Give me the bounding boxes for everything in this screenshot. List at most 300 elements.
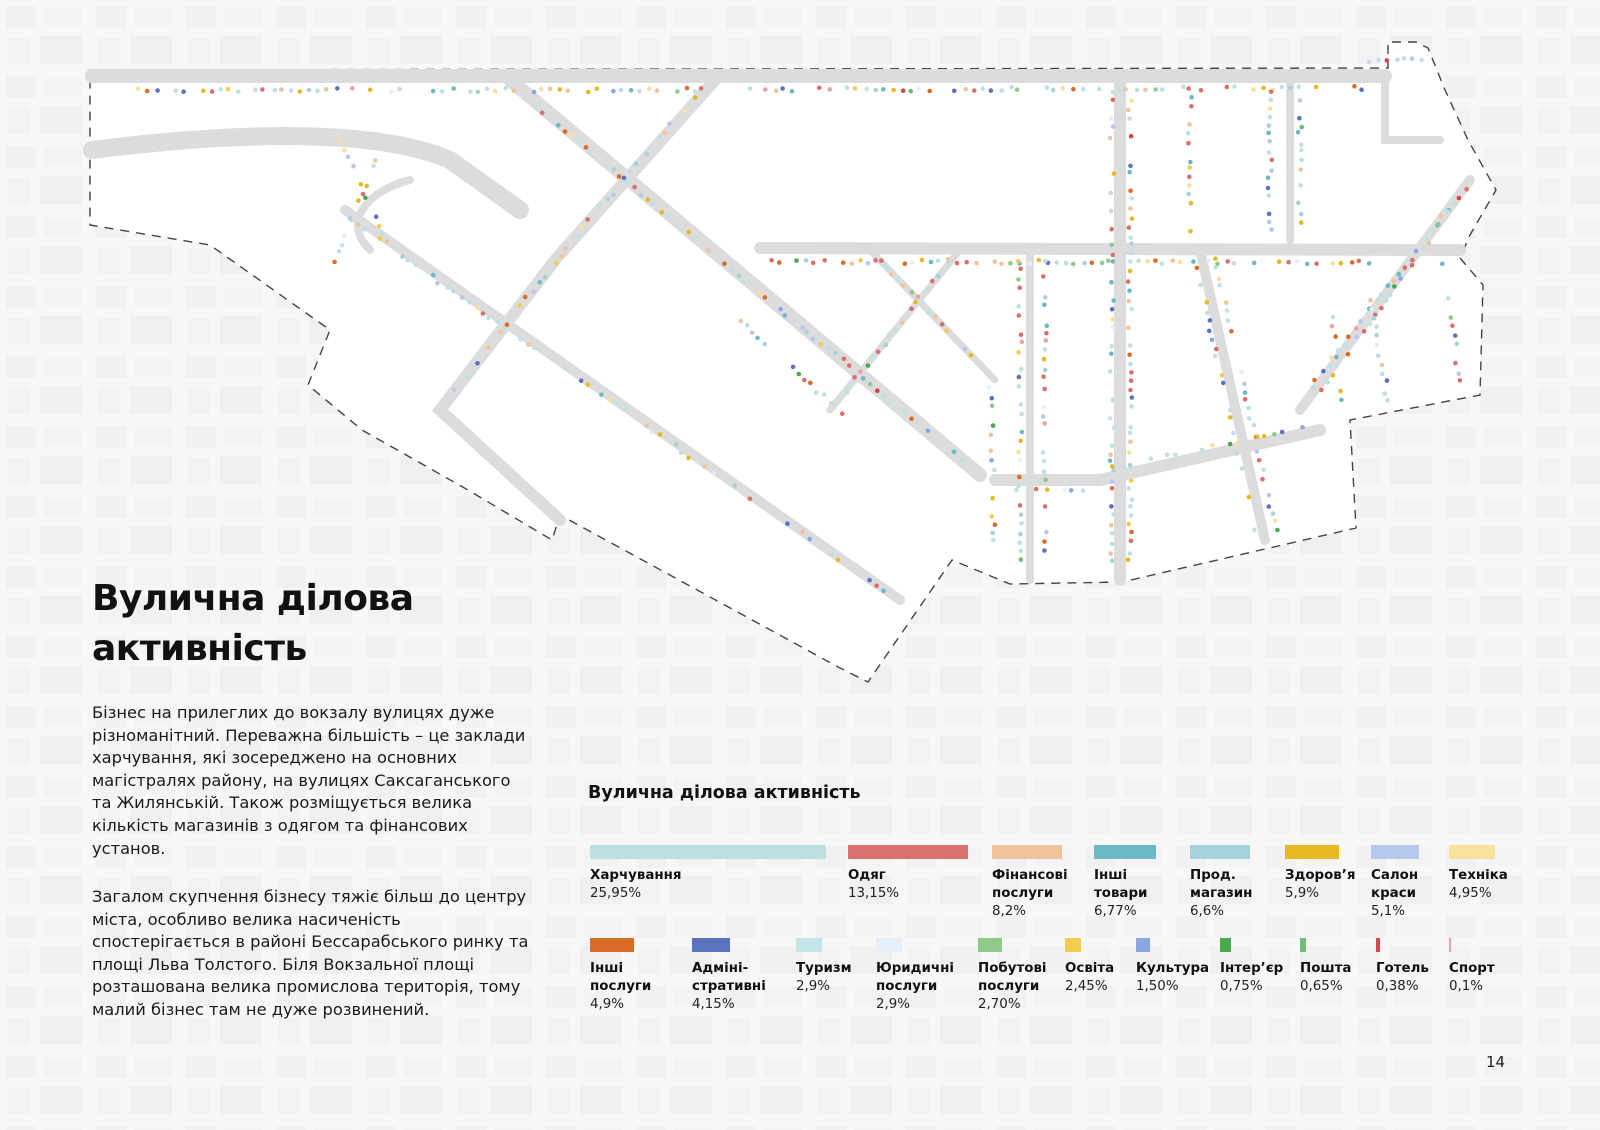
legend-label: Інші товари bbox=[1094, 868, 1148, 901]
business-point bbox=[993, 523, 998, 528]
business-point bbox=[611, 192, 616, 197]
business-point bbox=[990, 396, 995, 401]
business-point bbox=[1299, 158, 1304, 163]
business-point bbox=[486, 316, 491, 321]
business-point bbox=[1043, 504, 1048, 509]
business-point bbox=[1126, 108, 1131, 113]
business-point bbox=[1229, 329, 1234, 334]
business-point bbox=[921, 301, 926, 306]
business-point bbox=[1071, 262, 1076, 267]
business-point bbox=[1130, 498, 1135, 503]
business-point bbox=[1128, 343, 1133, 348]
business-point bbox=[1019, 512, 1024, 517]
business-point bbox=[1109, 280, 1114, 285]
legend-item-administrative bbox=[692, 938, 784, 1014]
business-point bbox=[1127, 116, 1132, 121]
business-point bbox=[1128, 188, 1133, 193]
business-point bbox=[1439, 214, 1444, 219]
business-point bbox=[1130, 395, 1135, 400]
business-point bbox=[845, 390, 850, 395]
business-point bbox=[543, 275, 548, 280]
business-point bbox=[887, 333, 892, 338]
business-point bbox=[1215, 262, 1220, 267]
business-point bbox=[374, 214, 379, 219]
legend-label: Пошта bbox=[1300, 961, 1352, 976]
business-point bbox=[1199, 88, 1204, 93]
business-point bbox=[887, 400, 892, 405]
business-point bbox=[1376, 298, 1381, 303]
business-point bbox=[1243, 390, 1248, 395]
business-point bbox=[1392, 279, 1397, 284]
business-point bbox=[1208, 318, 1213, 323]
business-point bbox=[1135, 88, 1140, 93]
business-point bbox=[1187, 122, 1192, 127]
business-point bbox=[365, 184, 370, 189]
business-point bbox=[1112, 171, 1117, 176]
legend-label: Побутові послуги bbox=[978, 961, 1047, 994]
business-point bbox=[1042, 387, 1047, 392]
business-point bbox=[1379, 292, 1384, 297]
business-point bbox=[1108, 369, 1113, 374]
business-point bbox=[337, 138, 342, 143]
legend-swatch bbox=[796, 938, 822, 952]
business-point bbox=[1379, 306, 1384, 311]
business-point bbox=[1410, 263, 1415, 268]
business-point bbox=[1414, 249, 1419, 254]
business-point bbox=[1299, 148, 1304, 153]
business-point bbox=[563, 129, 568, 134]
business-point bbox=[1128, 431, 1133, 436]
business-point bbox=[963, 87, 968, 92]
business-point bbox=[685, 86, 690, 91]
business-point bbox=[842, 357, 847, 362]
legend-value: 2,45% bbox=[1065, 979, 1108, 994]
business-point bbox=[1130, 196, 1135, 201]
business-point bbox=[1178, 260, 1183, 265]
business-point bbox=[485, 87, 490, 92]
business-point bbox=[1298, 167, 1303, 172]
business-point bbox=[916, 86, 921, 91]
business-point bbox=[711, 471, 716, 476]
business-point bbox=[702, 464, 707, 469]
business-point bbox=[378, 236, 383, 241]
business-point bbox=[1296, 201, 1301, 206]
business-point bbox=[885, 266, 890, 271]
business-point bbox=[991, 423, 996, 428]
business-point bbox=[554, 261, 559, 266]
business-point bbox=[397, 87, 402, 92]
business-point bbox=[686, 456, 691, 461]
business-point bbox=[1015, 87, 1020, 92]
business-point bbox=[584, 145, 589, 150]
business-point bbox=[891, 88, 896, 93]
business-point bbox=[645, 152, 650, 157]
business-point bbox=[1440, 262, 1445, 267]
business-point bbox=[1296, 130, 1301, 135]
business-point bbox=[1402, 56, 1407, 61]
business-point bbox=[504, 86, 509, 91]
business-point bbox=[577, 138, 582, 143]
business-point bbox=[1395, 58, 1400, 63]
business-point bbox=[881, 87, 886, 92]
business-point bbox=[1385, 398, 1390, 403]
business-point bbox=[1352, 84, 1357, 89]
business-point bbox=[778, 307, 783, 312]
business-point bbox=[889, 272, 894, 277]
business-point bbox=[866, 261, 871, 266]
business-point bbox=[1060, 86, 1065, 91]
business-point bbox=[936, 274, 941, 279]
business-point bbox=[1240, 466, 1245, 471]
business-point bbox=[1110, 307, 1115, 312]
business-point bbox=[750, 330, 755, 335]
business-point bbox=[1217, 277, 1222, 282]
business-point bbox=[1453, 333, 1458, 338]
business-point bbox=[858, 258, 863, 263]
business-point bbox=[502, 326, 507, 331]
business-point bbox=[861, 376, 866, 381]
legend-value: 25,95% bbox=[590, 886, 642, 901]
business-point bbox=[1198, 283, 1203, 288]
business-point bbox=[1453, 201, 1458, 206]
business-point bbox=[1018, 439, 1023, 444]
business-point bbox=[1314, 85, 1319, 90]
business-point bbox=[783, 313, 788, 318]
legend-swatch bbox=[590, 938, 634, 952]
business-point bbox=[1122, 466, 1127, 471]
business-point bbox=[1374, 333, 1379, 338]
business-point bbox=[853, 86, 858, 91]
business-point bbox=[1266, 176, 1271, 181]
business-point bbox=[1336, 348, 1341, 353]
business-point bbox=[864, 87, 869, 92]
business-point bbox=[1247, 495, 1252, 500]
business-point bbox=[1111, 398, 1116, 403]
business-point bbox=[1267, 150, 1272, 155]
business-point bbox=[866, 363, 871, 368]
business-point bbox=[585, 217, 590, 222]
business-point bbox=[755, 336, 760, 341]
business-point bbox=[1446, 296, 1451, 301]
business-point bbox=[1129, 530, 1134, 535]
page-number: 14 bbox=[1486, 1053, 1506, 1071]
business-point bbox=[1189, 201, 1194, 206]
business-point bbox=[758, 291, 763, 296]
business-point bbox=[1257, 458, 1262, 463]
business-point bbox=[1300, 425, 1305, 430]
business-point bbox=[1128, 362, 1133, 367]
business-point bbox=[1269, 97, 1274, 102]
business-point bbox=[337, 249, 342, 254]
business-point bbox=[804, 258, 809, 263]
business-point bbox=[745, 323, 750, 328]
business-point bbox=[585, 382, 590, 387]
business-point bbox=[1270, 158, 1275, 163]
business-point bbox=[1069, 488, 1074, 493]
business-point bbox=[1110, 479, 1115, 484]
legend-swatch bbox=[1190, 845, 1250, 859]
page-title-line: Вулична ділова bbox=[92, 578, 414, 619]
business-point bbox=[1041, 414, 1046, 419]
business-point bbox=[1127, 170, 1132, 175]
legend-item-household bbox=[978, 938, 1062, 1014]
business-point bbox=[1268, 115, 1273, 120]
business-point bbox=[559, 254, 564, 259]
business-point bbox=[1213, 354, 1218, 359]
business-point bbox=[1189, 104, 1194, 109]
legend-item-other-goods bbox=[1094, 845, 1170, 921]
business-point bbox=[1018, 267, 1023, 272]
legend-swatch bbox=[590, 845, 826, 859]
business-point bbox=[1143, 88, 1148, 93]
business-point bbox=[1331, 315, 1336, 320]
business-point bbox=[385, 239, 390, 244]
business-point bbox=[377, 224, 382, 229]
business-point bbox=[597, 203, 602, 208]
legend-value: 4,15% bbox=[692, 997, 735, 1012]
business-point bbox=[1350, 260, 1355, 265]
business-point bbox=[822, 392, 827, 397]
business-point bbox=[617, 174, 622, 179]
business-point bbox=[611, 89, 616, 94]
business-point bbox=[1334, 364, 1339, 369]
business-point bbox=[342, 148, 347, 153]
business-point bbox=[1305, 262, 1310, 267]
business-point bbox=[952, 450, 957, 455]
legend-swatch bbox=[1376, 938, 1380, 952]
business-point bbox=[1145, 259, 1150, 264]
business-point bbox=[1210, 443, 1215, 448]
business-point bbox=[1376, 58, 1381, 63]
page-title-line: активність bbox=[92, 628, 307, 669]
legend-swatch bbox=[1449, 845, 1495, 859]
legend-item-interior bbox=[1220, 938, 1294, 996]
legend-label: Фінансові послуги bbox=[992, 868, 1068, 901]
business-point bbox=[722, 261, 727, 266]
business-point bbox=[926, 310, 931, 315]
business-point bbox=[368, 88, 373, 93]
legend-label: Салон краси bbox=[1371, 868, 1419, 901]
business-point bbox=[1424, 237, 1429, 242]
business-point bbox=[972, 88, 977, 93]
business-point bbox=[807, 537, 812, 542]
business-point bbox=[1232, 261, 1237, 266]
business-point bbox=[876, 349, 881, 354]
business-point bbox=[1191, 259, 1196, 264]
business-point bbox=[1228, 442, 1233, 447]
business-point bbox=[1126, 299, 1131, 304]
business-point bbox=[475, 361, 480, 366]
business-point bbox=[1111, 98, 1116, 103]
business-point bbox=[1269, 227, 1274, 232]
business-point bbox=[1019, 412, 1024, 417]
legend-item-tourism bbox=[796, 938, 870, 996]
business-point bbox=[1129, 370, 1134, 375]
legend-value: 13,15% bbox=[848, 886, 900, 901]
business-point bbox=[946, 257, 951, 262]
business-point bbox=[1129, 307, 1134, 312]
business-point bbox=[1123, 87, 1128, 92]
business-point bbox=[980, 86, 985, 91]
legend-label: Культура bbox=[1136, 961, 1210, 976]
business-point bbox=[1224, 300, 1229, 305]
legend-swatch bbox=[1065, 938, 1081, 952]
business-point bbox=[155, 88, 160, 93]
business-point bbox=[1128, 551, 1133, 556]
business-point bbox=[901, 284, 906, 289]
business-point bbox=[1299, 220, 1304, 225]
business-point bbox=[841, 260, 846, 265]
business-point bbox=[1110, 443, 1115, 448]
business-point bbox=[1020, 340, 1025, 345]
business-point bbox=[925, 287, 930, 292]
business-point bbox=[1111, 325, 1116, 330]
business-point bbox=[913, 300, 918, 305]
business-point bbox=[253, 87, 258, 92]
business-point bbox=[1108, 136, 1113, 141]
business-point bbox=[1450, 323, 1455, 328]
business-point bbox=[1016, 350, 1021, 355]
business-point bbox=[632, 185, 637, 190]
business-point bbox=[1367, 60, 1372, 65]
business-point bbox=[1188, 160, 1193, 165]
business-point bbox=[686, 230, 691, 235]
business-point bbox=[1019, 521, 1024, 526]
business-point bbox=[518, 337, 523, 342]
business-point bbox=[1017, 286, 1022, 291]
business-point bbox=[557, 87, 562, 92]
business-point bbox=[1338, 389, 1343, 394]
business-point bbox=[1111, 124, 1116, 129]
legend-value: 4,95% bbox=[1449, 886, 1492, 901]
legend-item-education bbox=[1065, 938, 1131, 996]
business-point bbox=[629, 88, 634, 93]
business-point bbox=[1355, 335, 1360, 340]
business-point bbox=[1362, 329, 1367, 334]
legend-item-other-services bbox=[590, 938, 682, 1014]
legend-value: 2,9% bbox=[876, 997, 911, 1012]
business-point bbox=[1346, 352, 1351, 357]
business-point bbox=[1380, 363, 1385, 368]
business-point bbox=[548, 87, 553, 92]
business-point bbox=[1311, 385, 1316, 390]
business-point bbox=[870, 355, 875, 360]
business-point bbox=[964, 260, 969, 265]
business-point bbox=[651, 202, 656, 207]
business-point bbox=[1128, 439, 1133, 444]
business-point bbox=[1239, 370, 1244, 375]
business-point bbox=[873, 258, 878, 263]
business-point bbox=[540, 111, 545, 116]
business-point bbox=[563, 246, 568, 251]
business-point bbox=[1252, 261, 1257, 266]
business-point bbox=[930, 279, 935, 284]
business-point bbox=[1108, 458, 1113, 463]
business-point bbox=[1037, 258, 1042, 263]
business-point bbox=[1247, 416, 1252, 421]
business-point bbox=[1045, 487, 1050, 492]
business-point bbox=[658, 134, 663, 139]
business-point bbox=[1020, 430, 1025, 435]
business-point bbox=[1129, 478, 1134, 483]
business-point bbox=[1403, 265, 1408, 270]
business-point bbox=[1267, 212, 1272, 217]
business-point bbox=[1385, 58, 1390, 63]
business-point bbox=[607, 398, 612, 403]
business-point bbox=[1252, 423, 1257, 428]
business-point bbox=[1262, 434, 1267, 439]
business-point bbox=[1266, 186, 1271, 191]
business-point bbox=[903, 261, 908, 266]
legend-value: 0,38% bbox=[1376, 979, 1419, 994]
business-point bbox=[1286, 260, 1291, 265]
business-point bbox=[794, 258, 799, 263]
business-point bbox=[1457, 196, 1462, 201]
business-point bbox=[414, 263, 419, 268]
business-point bbox=[576, 234, 581, 239]
business-point bbox=[1117, 88, 1122, 93]
business-point bbox=[1111, 512, 1116, 517]
business-point bbox=[699, 86, 704, 91]
business-point bbox=[992, 468, 997, 473]
business-point bbox=[1009, 85, 1014, 90]
legend-item-food bbox=[590, 845, 828, 903]
business-point bbox=[916, 294, 921, 299]
legend-label: Здоров’я bbox=[1285, 868, 1356, 883]
legend-swatch bbox=[692, 938, 730, 952]
business-point bbox=[989, 458, 994, 463]
business-point bbox=[1045, 85, 1050, 90]
business-point bbox=[359, 182, 364, 187]
business-point bbox=[1106, 259, 1111, 264]
business-point bbox=[1321, 369, 1326, 374]
legend-swatch bbox=[1371, 845, 1419, 859]
business-point bbox=[586, 90, 591, 95]
business-point bbox=[1267, 504, 1272, 509]
business-point bbox=[431, 273, 436, 278]
legend-value: 6,6% bbox=[1190, 904, 1225, 919]
business-point bbox=[1042, 459, 1047, 464]
business-point bbox=[1375, 343, 1380, 348]
business-point bbox=[1128, 504, 1133, 509]
business-point bbox=[1129, 404, 1134, 409]
business-point bbox=[1266, 131, 1271, 136]
business-point bbox=[623, 407, 628, 412]
business-point bbox=[509, 317, 514, 322]
business-point bbox=[737, 274, 742, 279]
business-point bbox=[1127, 225, 1132, 230]
business-point bbox=[356, 222, 361, 227]
business-point bbox=[1129, 241, 1134, 246]
business-point bbox=[1097, 87, 1102, 92]
business-point bbox=[1261, 468, 1266, 473]
business-point bbox=[1173, 452, 1178, 457]
business-point bbox=[1027, 262, 1032, 267]
business-point bbox=[1170, 258, 1175, 263]
business-point bbox=[1200, 448, 1205, 453]
business-point bbox=[1044, 338, 1049, 343]
business-point bbox=[1112, 425, 1117, 430]
business-point bbox=[675, 89, 680, 94]
business-point bbox=[1267, 220, 1272, 225]
business-point bbox=[580, 224, 585, 229]
business-point bbox=[867, 578, 872, 583]
business-point bbox=[619, 88, 624, 93]
business-point bbox=[1110, 531, 1115, 536]
business-point bbox=[893, 327, 898, 332]
business-point bbox=[1297, 116, 1302, 121]
business-point bbox=[1111, 90, 1116, 95]
